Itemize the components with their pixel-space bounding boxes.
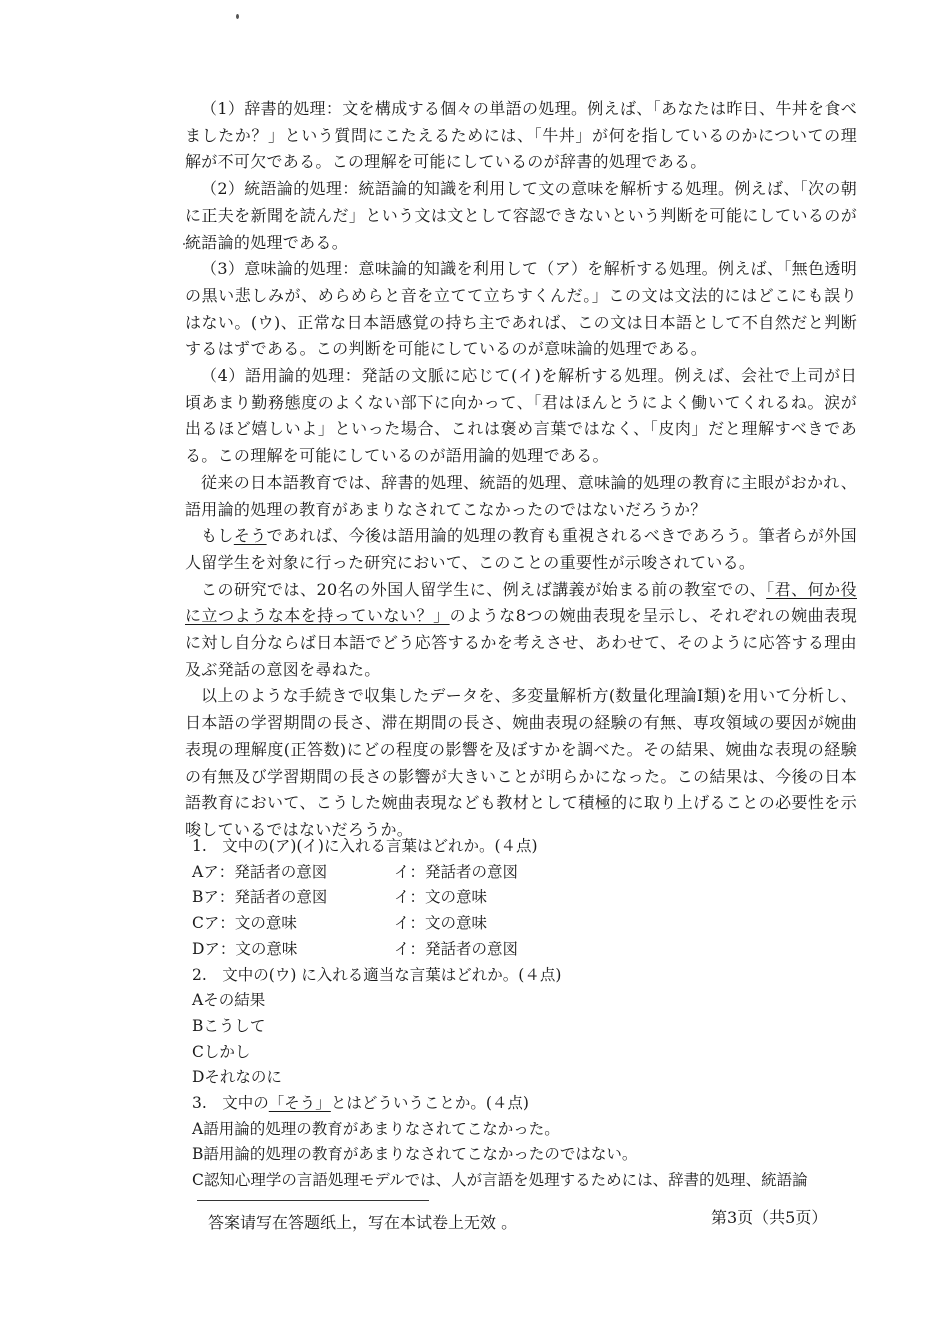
p6-after: であれば、今後は語用論的処理の教育も重視されるべきであろう。筆者らが外国人留学生を対象に行った研究において、このことの重要性が示唆されている。 [185,526,857,572]
q3-underlined-sou: 「そう」 [268,1094,331,1113]
option-part-b: イ：文の意味 [394,888,488,907]
passage-paragraph-4: （4）語用論的処理：発話の文脈に応じて(イ)を解析する処理。例えば、会社で上司が日頃あまり勤務態度のよくない部下に向かって、「君はほんとうによく働いてくれるね。涙が出るほど嬉しいよ」といった場合、これは褒め言葉ではなく、「皮肉」だと理解すべきである。この理解を可能にしているのが語用論的処理である。 [185,366,857,466]
question-3-stem [192,1091,860,1117]
question-2-option-a: Aその結果 [192,991,266,1010]
passage-paragraph-6 [185,523,857,576]
option-part-a: Aア：発話者の意図 [192,862,328,881]
question-1-stem: 1. 文中の(ア)(イ)に入れる言葉はどれか。(４点) [192,837,538,855]
question-3-option-b: B語用論的処理の教育があまりなされてこなかったのではない。 [192,1145,638,1164]
passage-paragraph-5: 従来の日本語教育では、辞書的処理、統語的処理、意味論的処理の教育に主眼がおかれ、語用論的処理の教育があまりなされてこなかったのではないだろうか？ [185,472,857,519]
option-part-a: Cア：文の意味 [192,914,297,933]
passage-paragraph-7 [185,577,857,684]
question-1-option-d [192,937,860,963]
underlined-sou: そう [233,526,267,546]
question-1-option-b [192,885,860,911]
question-section [192,834,860,1194]
option-part-a: Bア：発話者の意図 [192,888,328,907]
scan-speck [236,14,239,19]
reading-passage [185,96,857,844]
option-part-b: イ：文の意味 [394,914,488,933]
question-3-option-a: A語用論的処理の教育があまりなされてこなかった。 [192,1119,560,1138]
option-part-b: イ：発話者の意図 [394,939,519,958]
passage-paragraph-8: 以上のような手続きで収集したデータを、多変量解析方(数量化理論Ⅰ類)を用いて分析し、日本語の学習期間の長さ、滞在期間の長さ、婉曲表現の経験の有無、専攻領域の要因が婉曲表現の理解度(正答数)にどの程度の影響を及ぼすかを調べた。その結果、婉曲な表現の経験の有無及び学習期間の長さの影響が大きいことが明らかになった。この結果は、今後の日本語教育において、こうした婉曲表現なども教材として積極的に取り上げることの必要性を示唆しているではないだろうか。 [185,686,857,839]
underlined-example-quote: 「君、何か役に立つような本を持っていない？」 [185,579,857,626]
page-number: 第3页（共5页） [711,1208,828,1227]
question-1-option-c [192,911,860,937]
q3-stem-before: 3. 文中の [192,1094,269,1113]
passage-paragraph-1: （1）辞書的処理：文を構成する個々の単語の処理。例えば、「あなたは昨日、牛丼を食べましたか？」という質問にこたえるためには、「牛丼」が何を指しているのかについての理解が不可欠である。この理解を可能にしているのが辞書的処理である。 [185,99,857,172]
q3-stem-after: とはどういうことか。(４点) [330,1094,529,1113]
footer-divider [197,1200,429,1201]
option-part-b: イ：発話者の意図 [394,862,519,881]
question-3-option-c: C認知心理学の言語処理モデルでは、人が言語を処理するためには、辞書的処理、統語論 [192,1171,808,1190]
p6-before: もし [201,526,234,546]
option-part-a: Dア：文の意味 [192,939,298,958]
passage-paragraph-2: （2）統語論的処理：統語論的知識を利用して文の意味を解析する処理。例えば、「次の朝に正夫を新聞を読んだ」という文は文として容認できないという判断を可能にしているのが統語論的処理である。 [185,179,857,252]
question-2-option-d: Dそれなのに [192,1068,282,1087]
question-2-option-b: Bこうして [192,1016,266,1035]
question-1-option-a [192,860,860,886]
passage-paragraph-3: （3）意味論的処理：意味論的知識を利用して（ア）を解析する処理。例えば、「無色透明の黒い悲しみが、めらめらと音を立てて立ちすくんだ。」この文は文法的にはどこにも誤りはない。(ウ)、正常な日本語感覚の持ち主であれば、この文は日本語として不自然だと判断するはずである。この判断を可能にしているのが意味論的処理である。 [185,259,857,359]
p7-after: のような8つの婉曲表現を呈示し、それぞれの婉曲表現に対し自分ならば日本語でどう応答するかを考えさせ、あわせて、そのように応答する理由及ぶ発話の意図を尋ねた。 [185,606,857,679]
p7-before: この研究では、20名の外国人留学生に、例えば講義が始まる前の教室での、 [201,579,767,599]
question-2-stem: 2. 文中の(ウ) に入れる適当な言葉はどれか。(４点) [192,965,562,984]
footer-instruction: 答案请写在答题纸上，写在本试卷上无效 。 [208,1213,518,1232]
question-2-option-c: Cしかし [192,1042,251,1061]
